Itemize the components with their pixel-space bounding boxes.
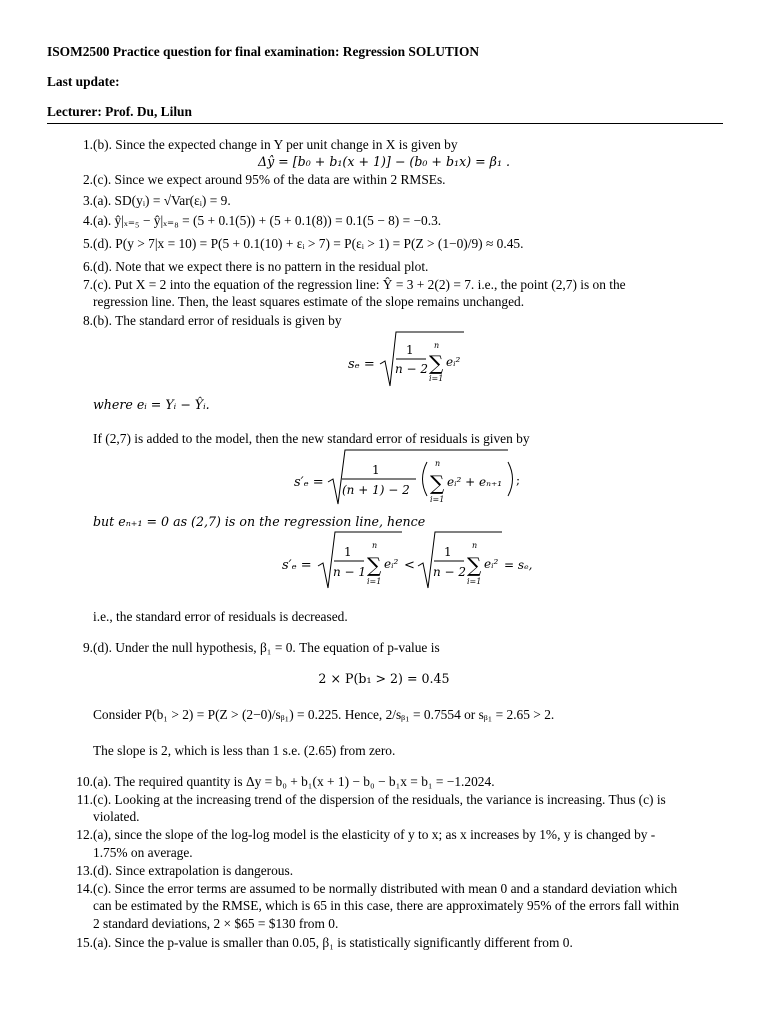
item-number: 6. bbox=[82, 259, 93, 274]
q9-equation: 2 × P(b₁ > 2) = 0.45 bbox=[318, 671, 450, 686]
item-text: (c). Since the error terms are assumed to be normally distributed with mean 0 and a standard deviation which bbox=[93, 881, 678, 896]
sep3-den2: n − 2 bbox=[433, 565, 467, 579]
q9-slope: The slope is 2, which is less than 1 s.e. (2.65) from zero. bbox=[93, 743, 396, 758]
sep3-lhs: s′ₑ = bbox=[282, 558, 312, 573]
q8-where: where eᵢ = Yᵢ − Ŷᵢ. bbox=[93, 397, 210, 412]
sum-symbol: ∑ bbox=[429, 351, 444, 375]
item-number: 1. bbox=[82, 137, 93, 152]
item-number: 12. bbox=[76, 827, 93, 842]
list-item bbox=[64, 880, 724, 897]
sum-symbol: ∑ bbox=[430, 471, 445, 495]
list-item bbox=[64, 276, 724, 293]
sum-symbol: ∑ bbox=[367, 553, 382, 577]
item-text: (b). The standard error of residuals is given by bbox=[93, 313, 342, 328]
item-number: 3. bbox=[82, 193, 93, 208]
item-text: (a). SD(yᵢ) = √Var(εᵢ) = 9. bbox=[93, 193, 231, 208]
list-item bbox=[64, 639, 724, 656]
item-number: 8. bbox=[82, 313, 93, 328]
list-item bbox=[64, 826, 724, 843]
item-text: (c). Since we expect around 95% of the data are within 2 RMSEs. bbox=[93, 172, 446, 187]
list-item bbox=[64, 791, 724, 808]
sep-tail: eᵢ² + eₙ₊₁ bbox=[447, 475, 503, 489]
se-lhs: sₑ = bbox=[348, 357, 375, 372]
sep3-num1: 1 bbox=[344, 545, 352, 559]
item-number: 4. bbox=[82, 213, 93, 228]
q12-continuation: 1.75% on average. bbox=[93, 845, 193, 860]
item-text: (a). ŷ|ₓ₌₅ − ŷ|ₓ₌₈ = (5 + 0.1(5)) + (5 + 0.1(8)) = 0.1(5 − 8) = −0.3. bbox=[93, 213, 442, 228]
sum-upper: n bbox=[434, 341, 440, 350]
list-item bbox=[64, 258, 724, 275]
item-text: (d). P(y > 7|x = 10) = P(5 + 0.1(10) + εᵢ > 7) = P(εᵢ > 1) = P(Z > (1−0)/9) ≈ 0.45. bbox=[93, 236, 524, 251]
item-number: 2. bbox=[82, 172, 93, 187]
item-text: (c). Looking at the increasing trend of the dispersion of the residuals, the variance is increasing. Thus (c) is bbox=[93, 792, 666, 807]
item-number: 10. bbox=[76, 774, 93, 789]
formula-se-compare bbox=[278, 528, 548, 592]
item-text: (d). Since extrapolation is dangerous. bbox=[93, 863, 294, 878]
sum-lower: i=1 bbox=[429, 374, 444, 383]
q1-equation: Δŷ = [b₀ + b₁(x + 1)] − (b₀ + b₁x) = β₁ . bbox=[257, 154, 511, 169]
q11-continuation: violated. bbox=[93, 809, 140, 824]
item-number: 13. bbox=[76, 863, 93, 878]
item-number: 14. bbox=[76, 881, 93, 896]
sum-lower: i=1 bbox=[430, 495, 445, 504]
item-number: 7. bbox=[82, 277, 93, 292]
item-text: (a), since the slope of the log-log model is the elasticity of y to x; as x increases by 1%, y is changed by - bbox=[93, 827, 656, 842]
document-title: ISOM2500 Practice question for final examination: Regression SOLUTION bbox=[47, 44, 480, 59]
sep-semicolon: ; bbox=[516, 473, 521, 487]
q8-ie: i.e., the standard error of residuals is decreased. bbox=[93, 609, 348, 624]
last-update-label: Last update: bbox=[47, 74, 120, 89]
list-item bbox=[64, 862, 724, 879]
item-number: 5. bbox=[82, 236, 93, 251]
list-item bbox=[64, 212, 724, 229]
q14-continuation-2: 2 standard deviations, 2 × $65 = $130 from 0. bbox=[93, 916, 339, 931]
sum-lower: i=1 bbox=[467, 577, 482, 586]
list-item bbox=[64, 312, 724, 329]
sum-upper: n bbox=[372, 541, 378, 550]
list-item bbox=[64, 773, 724, 790]
item-text: (c). Put X = 2 into the equation of the regression line: Ŷ = 3 + 2(2) = 7. i.e., the point (2,7) is on the bbox=[93, 277, 626, 292]
list-item bbox=[64, 235, 724, 252]
q8-but: but eₙ₊₁ = 0 as (2,7) is on the regression line, hence bbox=[93, 514, 426, 529]
item-text: (a). Since the p-value is smaller than 0.05, β₁ is statistically significantly different from 0. bbox=[93, 935, 573, 950]
q8-if: If (2,7) is added to the model, then the new standard error of residuals is given by bbox=[93, 431, 530, 446]
q7-continuation: regression line. Then, the least squares estimate of the slope remains unchanged. bbox=[93, 294, 525, 309]
less-than: < bbox=[404, 558, 415, 573]
item-number: 11. bbox=[76, 792, 93, 807]
sep-den: (n + 1) − 2 bbox=[342, 483, 410, 497]
header-divider bbox=[47, 123, 723, 124]
item-text: (d). Note that we expect there is no pattern in the residual plot. bbox=[93, 259, 429, 274]
q14-continuation: can be estimated by the RMSE, which is 65 in this case, there are approximately 95% of the errors fall within bbox=[93, 898, 680, 913]
formula-se-prime bbox=[290, 446, 530, 508]
se-den: n − 2 bbox=[395, 362, 429, 376]
sep-num: 1 bbox=[372, 463, 380, 477]
list-item bbox=[64, 934, 724, 951]
item-number: 15. bbox=[76, 935, 93, 950]
sep-lhs: s′ₑ = bbox=[294, 475, 324, 490]
sum-upper: n bbox=[435, 459, 441, 468]
item-text: (b). Since the expected change in Y per unit change in X is given by bbox=[93, 137, 458, 152]
item-text: (a). The required quantity is Δy = b₀ + b₁(x + 1) − b₀ − b₁x = b₁ = −1.2024. bbox=[93, 774, 495, 789]
sep3-num2: 1 bbox=[444, 545, 452, 559]
item-number: 9. bbox=[82, 640, 93, 655]
q9-consider: Consider P(b₁ > 2) = P(Z > (2−0)/sᵦ₁) = 0.225. Hence, 2/sᵦ₁ = 0.7554 or sᵦ₁ = 2.65 > 2. bbox=[93, 707, 555, 722]
formula-se bbox=[340, 328, 480, 390]
sum-lower: i=1 bbox=[367, 577, 382, 586]
sum-upper: n bbox=[472, 541, 478, 550]
item-text: (d). Under the null hypothesis, β₁ = 0. The equation of p-value is bbox=[93, 640, 440, 655]
sep3-rhs: = sₑ, bbox=[504, 558, 533, 572]
list-item bbox=[64, 171, 724, 188]
list-item bbox=[64, 136, 724, 153]
sep3-den1: n − 1 bbox=[333, 565, 367, 579]
list-item bbox=[64, 192, 724, 209]
sep3-ei2b: eᵢ² bbox=[484, 557, 499, 571]
se-ei2: eᵢ² bbox=[446, 355, 461, 369]
se-num: 1 bbox=[406, 343, 414, 357]
lecturer-label: Lecturer: Prof. Du, Lilun bbox=[47, 104, 192, 119]
sep3-ei2a: eᵢ² bbox=[384, 557, 399, 571]
sum-symbol: ∑ bbox=[467, 553, 482, 577]
